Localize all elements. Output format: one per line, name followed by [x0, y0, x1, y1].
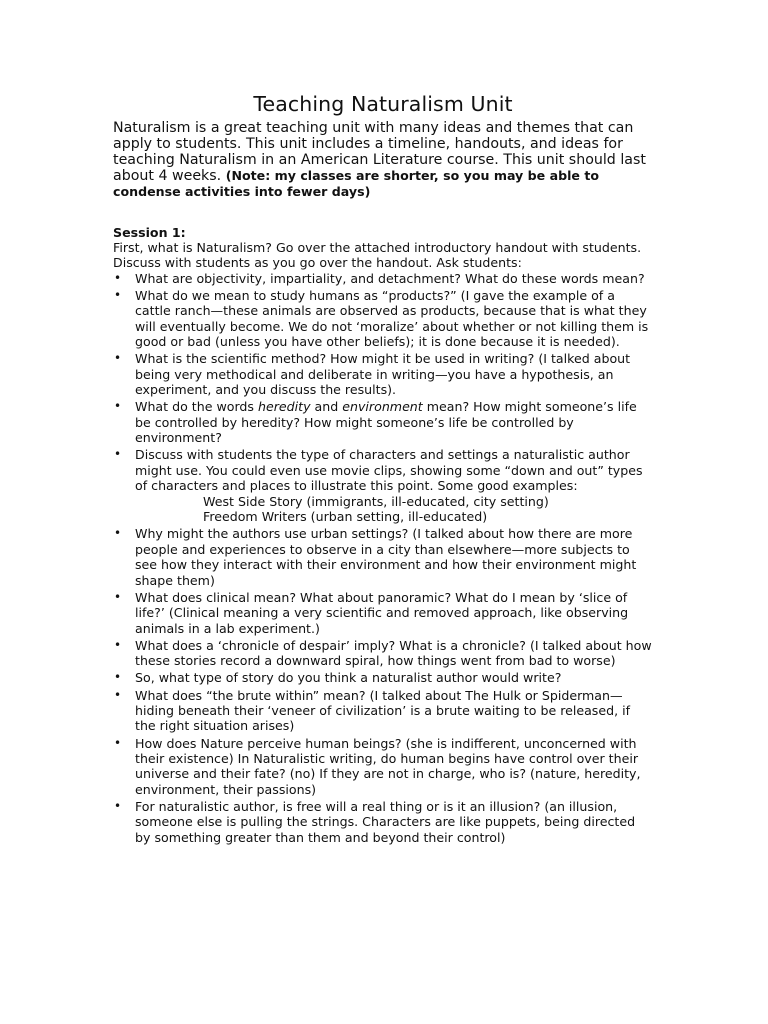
bullet-icon: •: [114, 288, 122, 303]
list-item: [113, 447, 653, 524]
list-item-text: [135, 399, 637, 445]
bullet-icon: •: [114, 798, 122, 813]
bullet-icon: •: [114, 399, 122, 414]
list-item: [113, 670, 653, 685]
list-item-text: Discuss with students the type of characters and settings a naturalistic author might use. You could even use movie clips, showing some “down and out” types of characters and places to illustrate this point. Some good examples:: [135, 447, 643, 494]
list-item-text: What does “the brute within” mean? (I talked about The Hulk or Spiderman—hiding beneath their ‘veneer of civilization’ is a brute waiting to be released, if the right situation arises): [135, 687, 631, 734]
list-item: [113, 736, 653, 798]
list-item-text: For naturalistic author, is free will a real thing or is it an illusion? (an illusion, someone else is pulling the strings. Characters are like puppets, being directed by something greater than them and beyond their control): [135, 798, 636, 845]
bullet-icon: •: [114, 526, 122, 541]
bullet-icon: •: [114, 637, 122, 652]
list-item-text: What are objectivity, impartiality, and detachment? What do these words mean?: [135, 270, 645, 286]
question-list: [113, 271, 653, 845]
bullet-icon: •: [114, 351, 122, 366]
example-line: West Side Story (immigrants, ill-educated, city setting): [203, 493, 549, 509]
text-segment: and: [310, 399, 343, 415]
list-item: [113, 590, 653, 636]
session-heading: Session 1:: [113, 225, 186, 240]
list-item-text: What does clinical mean? What about panoramic? What do I mean by ‘slice of life?’ (Clinical meaning a very scientific and removed approach, like observing animals in a lab experiment.): [135, 589, 629, 636]
text-segment: mean? How might someone’s life be controlled by heredity? How might someone’s life be controlled by environment?: [135, 399, 637, 446]
bullet-icon: •: [114, 670, 122, 685]
emphasis-environment: environment: [342, 399, 423, 415]
list-item: [113, 271, 653, 286]
page-title: Teaching Naturalism Unit: [253, 92, 513, 116]
list-item: [113, 799, 653, 845]
list-item-text: What does a ‘chronicle of despair’ imply? What is a chronicle? (I talked about how these stories record a downward spiral, how things went from bad to worse): [135, 637, 652, 669]
list-item-text: How does Nature perceive human beings? (she is indifferent, unconcerned with their existence) In Naturalistic writing, do human begins have control over their universe and their fate? (no) If they are not in charge, who is? (nature, heredity, environment, their passions): [135, 735, 641, 797]
list-item-text: What is the scientific method? How might it be used in writing? (I talked about being very methodical and deliberate in writing—you have a hypothesis, an experiment, and you discuss the results).: [135, 351, 631, 398]
list-item: [113, 526, 653, 588]
intro-text: Naturalism is a great teaching unit with many ideas and themes that can apply to students. This unit includes a timeline, handouts, and ideas for teaching Naturalism in an American Literature course. This unit should last about 4 weeks.: [113, 120, 646, 184]
bullet-icon: •: [114, 735, 122, 750]
bullet-icon: •: [114, 687, 122, 702]
intro-paragraph: [113, 120, 653, 200]
text-segment: What do the words: [135, 399, 258, 415]
list-item: [113, 351, 653, 397]
bullet-icon: •: [114, 270, 122, 285]
session-intro: First, what is Naturalism? Go over the attached introductory handout with students. Discuss with students as you go over the handout. Ask students:: [113, 240, 642, 271]
list-item-text: So, what type of story do you think a naturalist author would write?: [135, 670, 562, 686]
list-item-text: What do we mean to study humans as “products?” (I gave the example of a cattle ranch—these animals are observed as products, because that is what they will eventually become. We do not ‘moralize’ about whether or not killing them is good or bad (unless you have other beliefs); it is done because it is needed).: [135, 288, 649, 350]
document-page: [113, 92, 653, 847]
list-item: [113, 688, 653, 734]
emphasis-heredity: heredity: [258, 399, 311, 415]
bullet-icon: •: [114, 589, 122, 604]
list-item: [113, 638, 653, 669]
list-item-text: Why might the authors use urban settings? (I talked about how there are more people and experiences to observe in a city than elsewhere—more subjects to see how they interact with their environment and how their environment might shape them): [135, 526, 637, 588]
intro-note: (Note: my classes are shorter, so you may be able to condense activities into fewer days): [113, 168, 600, 199]
bullet-icon: •: [114, 447, 122, 462]
example-line: Freedom Writers (urban setting, ill-educated): [203, 509, 488, 525]
list-item: [113, 288, 653, 350]
list-item: [113, 399, 653, 445]
